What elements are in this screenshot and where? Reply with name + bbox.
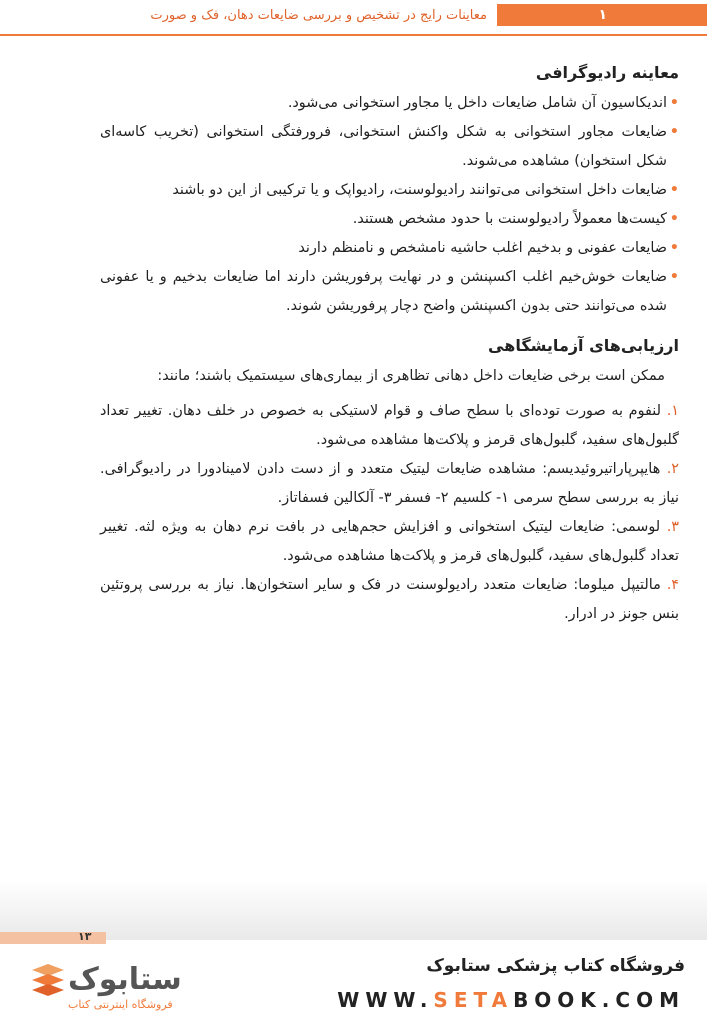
- list-item: • ضایعات مجاور استخوانی به شکل واکنش استخوانی، فرورفتگی استخوانی (تخریب کاسه‌ای شکل استخوان) مشاهده می‌شوند.: [100, 118, 667, 176]
- page-header: [0, 0, 707, 36]
- footer-shade: [0, 880, 707, 940]
- list-item: • ضایعات خوش‌خیم اغلب اکسپنشن و در نهایت پرفوریشن دارند اما ضایعات بدخیم و یا عفونی شده می‌توانند حتی بدون اکسپنشن واضح دچار پرفوریشن شوند.: [100, 263, 667, 321]
- list-item: [100, 455, 679, 513]
- chapter-badge: ۱: [497, 4, 707, 26]
- item-text: لنفوم به صورت توده‌ای با سطح صاف و قوام لاستیکی به خصوص در خلف دهان. تغییر تعداد گلبول‌های سفید، گلبول‌های قرمز و پلاکت‌ها مشاهده می‌شود.: [100, 403, 679, 448]
- store-url-link[interactable]: [337, 988, 685, 1012]
- section-heading-radiography: معاینه رادیوگرافی: [535, 63, 679, 82]
- list-item: [100, 397, 679, 455]
- store-logo[interactable]: [28, 958, 278, 1018]
- list-item: • اندیکاسیون آن شامل ضایعات داخل یا مجاور استخوانی می‌شود.: [100, 89, 667, 118]
- list-item: • کیست‌ها معمولاً رادیولوسنت با حدود مشخص هستند.: [100, 205, 667, 234]
- section-heading-lab: ارزیابی‌های آزمایشگاهی: [488, 336, 679, 355]
- lab-numbered-list: [100, 397, 679, 629]
- logo-wordmark: ستابوک: [68, 962, 182, 997]
- list-item: • ضایعات عفونی و بدخیم اغلب حاشیه نامشخص و نامنظم دارند: [100, 234, 667, 263]
- url-suffix: BOOK.COM: [513, 988, 685, 1012]
- list-item: [100, 513, 679, 571]
- store-name: فروشگاه کتاب پزشکی ستابوک: [426, 956, 685, 976]
- list-item: [100, 571, 679, 629]
- url-highlight: SETA: [433, 988, 514, 1012]
- store-footer: [0, 944, 707, 1023]
- list-item: • ضایعات داخل استخوانی می‌توانند رادیولوسنت، رادیواپک و یا ترکیبی از این دو باشند: [100, 176, 667, 205]
- item-text: هایپرپاراتیروئیدیسم: مشاهده ضایعات لیتیک متعدد و از دست دادن لامینادورا در رادیوگرافی. نیاز به بررسی سطح سرمی ۱- کلسیم ۲- فسفر ۳- آلکالین فسفاتاز.: [100, 461, 679, 506]
- item-number: ۳.: [666, 519, 680, 535]
- item-text: مالتیپل میلوما: ضایعات متعدد رادیولوسنت در فک و سایر استخوان‌ها. نیاز به بررسی پروتئین بنس جونز در ادرار.: [100, 577, 679, 622]
- item-number: ۲.: [666, 461, 679, 477]
- page-content: [100, 58, 679, 629]
- book-logo-icon: [28, 962, 68, 1014]
- url-prefix: WWW.: [337, 988, 434, 1012]
- page-number: ۱۳: [78, 930, 92, 943]
- item-text: لوسمی: ضایعات لیتیک استخوانی و افزایش حجم‌هایی در بافت نرم دهان به ویژه لثه. تغییر تعداد گلبول‌های سفید، گلبول‌های قرمز و پلاکت‌ها مشاهده می‌شود.: [100, 519, 679, 564]
- logo-tagline: فروشگاه اینترنتی کتاب: [68, 998, 173, 1011]
- item-number: ۴.: [666, 577, 679, 593]
- item-number: ۱.: [666, 403, 679, 419]
- radiography-bullet-list: [100, 89, 679, 321]
- running-title: معاینات رایج در تشخیص و بررسی ضایعات دهان، فک و صورت: [150, 8, 487, 23]
- lab-intro: ممکن است برخی ضایعات داخل دهانی تظاهری از بیماری‌های سیستمیک باشند؛ مانند:: [157, 368, 665, 384]
